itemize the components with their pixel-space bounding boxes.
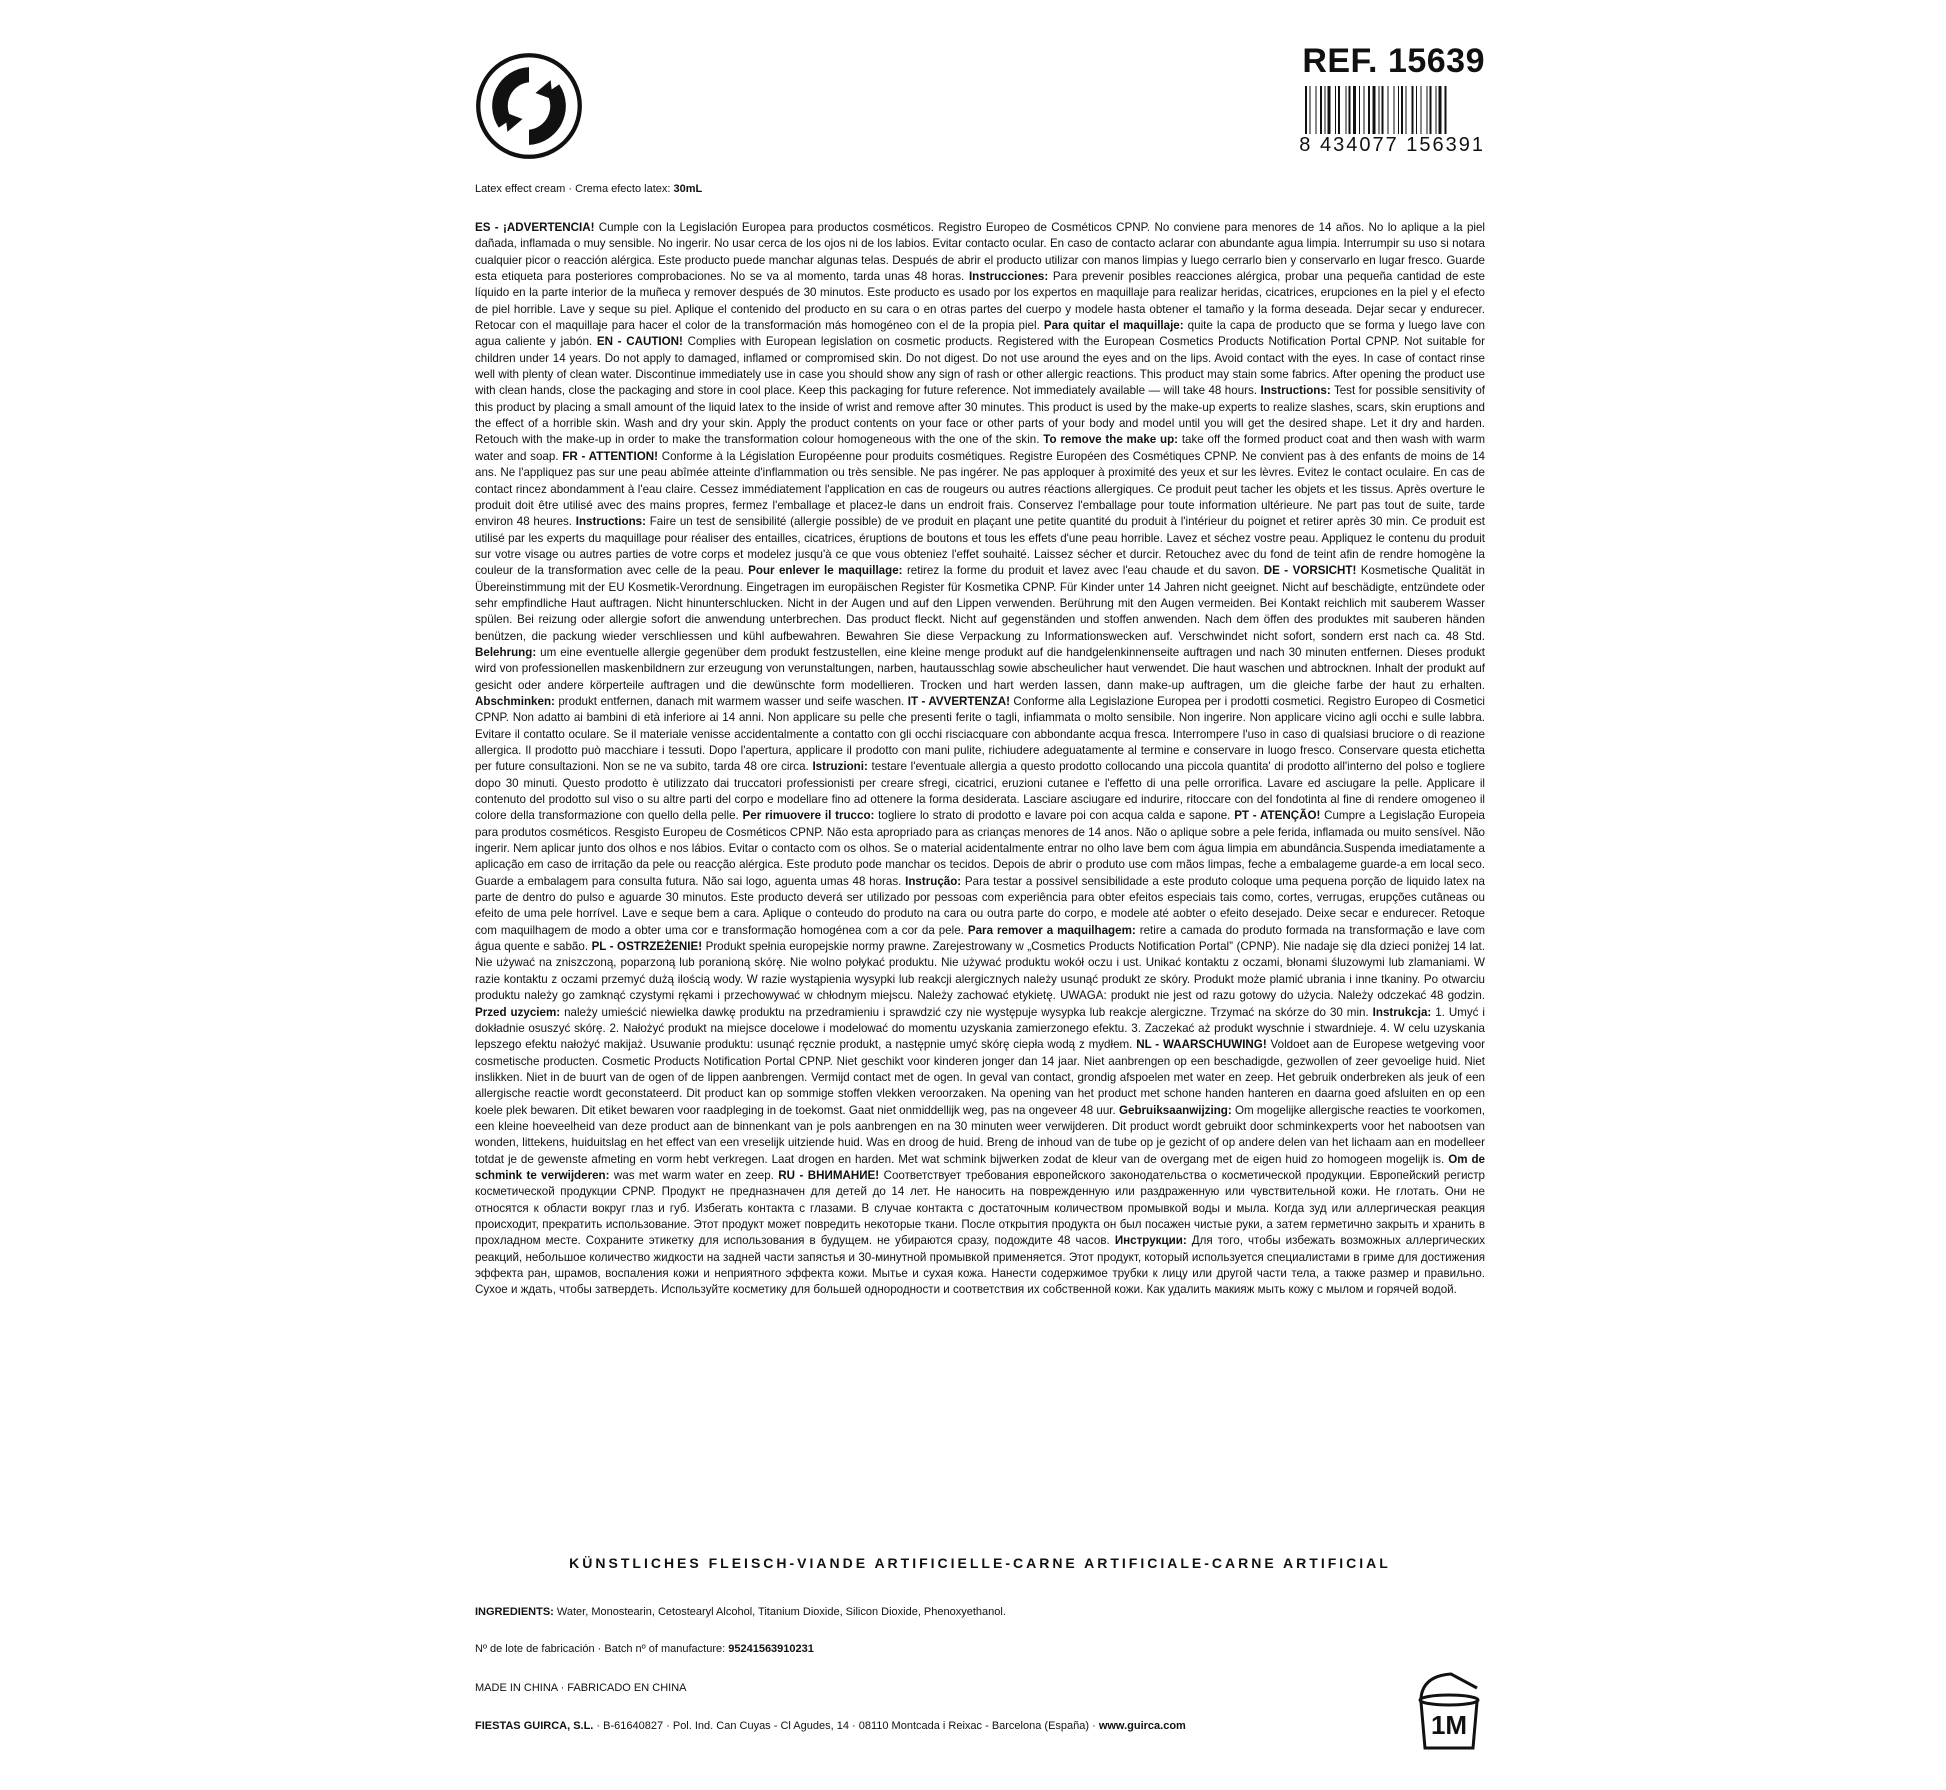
section-heading: Om de schmink te verwijderen: bbox=[475, 1152, 1486, 1182]
barcode-bar bbox=[1353, 86, 1356, 134]
section-text: Produkt spełnia europejskie normy prawne. Zarejestrowany w „Cosmetics Products Notification Portal” (CPNP). Nie nadaje się dla dzieci poniżej 14 lat. Nie używać na zniszczoną, poparzoną lub poranioną skórę. Nie wolno połykać produktu. Nie używać produktu wokół oczu i ust. Unikać kontaktu z oczami, błonami śluzowymi lub zlamaniami. W razie kontaktu z oczami przemyć dużą ilością wody. W razie wystąpienia wysypki lub reakcji alergicznych należy usunąć produkt ze skóry. Produkt może plamić ubrania i inne tkaniny. Po otwarciu produktu należy go zamknąć czystymi rękami i przechowywać w chłodnym miejscu. Należy zachować etykietę. UWAGA: produkt nie jest od razu gotowy do użycia. Należy odczekać 48 godzin. bbox=[475, 940, 1485, 1003]
barcode-bar bbox=[1427, 86, 1428, 134]
batch-number bbox=[475, 1643, 814, 1655]
section-heading: EN - CAUTION! bbox=[596, 335, 683, 349]
section-text: quite la capa de producto que se forma y luego lave con agua caliente y jabón. bbox=[475, 319, 1485, 349]
section-heading: Instructions: bbox=[575, 515, 646, 529]
section-text: Voldoet aan de Europese wetgeving voor cosmetische producten. Cosmetic Products Notification Portal CPNP. Niet geschikt voor kinderen jonger dan 14 jaar. Niet aanbrengen op een beschadigde, gezwollen of zeer gevoelige huid. Niet inslikken. Niet in de buurt van de ogen of de lippen aanbrengen. Vermijd contact met de ogen. In geval van contact, grondig afspoelen met water en zeep. Het gebruik onderbreken als jeuk of een allergische reactie wordt geconstateerd. Dit product kan op sommige stoffen vlekken veroorzaken. Na opening van het product met schone handen hanteren en daarna goed afsluiten en op een koele plek bewaren. Dit etiket bewaren voor raadpleging in de toekomst. Gaat niet onmiddellijk weg, pas na ongeveer 48 uur. bbox=[475, 1038, 1485, 1117]
barcode-bar bbox=[1401, 86, 1403, 134]
barcode-bar bbox=[1346, 86, 1347, 134]
barcode-bar bbox=[1416, 86, 1417, 134]
barcode-bar bbox=[1379, 86, 1380, 134]
section-text: um eine eventuelle allergie gegenüber dem produkt festzustellen, eine kleine menge produkt auf die handgelenkinnenseite auftragen und nach 30 minuten entfernen. Dieses produkt wird von professionellen maskenbildnern zur erzeugung von verunstaltungen, narben, hautausschlag sowie abscheulicher haut verwendet. Die haut waschen und abtrocknen. Inhalt der produkt auf gesicht oder andere körperteile auftragen und die dewünschte form modellieren. Trocken und hart werden lassen, dann make-up auftragen, um die gleiche farbe der haut zu erhalten. bbox=[475, 645, 1485, 692]
barcode-bar bbox=[1328, 86, 1331, 134]
barcode-bar bbox=[1388, 86, 1389, 134]
section-heading: FR - ATTENTION! bbox=[562, 449, 658, 463]
section-text: retirez la forme du produit et lavez avec l'eau chaude et du savon. bbox=[902, 564, 1264, 578]
section-text: Om mogelijke allergische reacties te voorkomen, een kleine hoeveelheid van deze product aan de binnenkant van je pols aanbrengen en na 30 minuten weer verwijderen. Dit product wordt gebruikt door schminkexperts voor het nabootsen van wonden, littekens, huiduitslag en het effect van een vreselijk uitziende huid. Was en droog de huid. Breng de inhoud van de tube op je gezicht of op andere delen van het lichaam aan en modelleer totdat je de gewenste afmeting en vorm hebt verkregen. Laat drogen en harden. Met wat schmink bijwerken zodat de kleur van de overgang met de eigen huid zo homogeen mogelijk is. bbox=[475, 1103, 1486, 1166]
section-text: was met warm water en zeep. bbox=[609, 1168, 779, 1182]
section-text: testare l'eventuale allergia a questo prodotto collocando una piccola quantita' di prodotto all'interno del polso e togliere dopo 30 minuti. Questo prodotto è utilizzato dai truccatori professionisti per creare sfregi, cicatrici, eruzioni cutanee e l'effetto di una pelle orrorifica. Lavare ed asciugare la pelle. Applicare il contenuto del prodotto sul viso o su altre parti del corpo e modellare fino ad ottenere la forma desiderata. Lasciare asciugare ed indurire, ritoccare con del fondotinta al fine di rendere omogeneo il colore della transformazione con quello della pelle. bbox=[475, 760, 1485, 823]
batch-value: 95241563910231 bbox=[728, 1643, 814, 1655]
product-title: KÜNSTLICHES FLEISCH-VIANDE ARTIFICIELLE-CARNE ARTIFICIALE-CARNE ARTIFICIAL bbox=[569, 1555, 1391, 1571]
section-text: togliere lo strato di prodotto e lavare poi con acqua calda e sapone. bbox=[874, 809, 1235, 823]
section-heading: ES - ¡ADVERTENCIA! bbox=[475, 221, 595, 234]
product-description: Latex effect cream · Crema efecto latex: bbox=[475, 183, 674, 195]
company-info bbox=[475, 1720, 1186, 1732]
barcode-bar bbox=[1373, 86, 1376, 134]
section-text: Соответствует требования европейского законодательства о косметической продукции. Европейский регистр косметической продукции CPNP. Продукт не предназначен для детей до 14 лет. Не наносить на поврежденную или раздраженную или чувствительной кожи. Не глотать. Они не относятся к области вокруг глаз и губ. Избегать контакта с глазами. В случае контакта с достаточным количеством промывкой воды и мыла. Когда зуд или аллергическая реакция происходит, прекратить использование. Этот продукт может повредить некоторые ткани. После открытия продукта он был посажен чистые руки, а затем герметично закрыть и хранить в прохладном месте. Сохраните этикетку для использования в будущем. не убираются сразу, подождите 48 часов. bbox=[475, 1168, 1485, 1248]
section-text: Cumple con la Legislación Europea para productos cosméticos. Registro Europeo de Cosméticos CPNP. No conviene para menores de 14 años. No lo aplique a la piel dañada, inflamada o muy sensible. No ingerir. No usar cerca de los ojos ni de los labios. Evitar contacto ocular. En caso de contacto aclarar con abundante agua limpia. Interrumpir su uso si notara cualquier picor o reacción alérgica. Este producto puede manchar algunas telas. Después de abrir el producto utilizar con manos limpias y luego cerrarlo bien y conservarlo en lugar fresco. Guarde esta etiqueta para posteriores comprobaciones. No se va al momento, tarda unas 48 horas. bbox=[475, 221, 1485, 284]
ean-code: 8 434077 156391 bbox=[1299, 134, 1485, 156]
section-heading: Przed uzyciem: bbox=[475, 1005, 561, 1019]
barcode-bar bbox=[1349, 86, 1351, 134]
barcode-bar bbox=[1430, 86, 1432, 134]
section-heading: RU - ВНИМАНИЕ! bbox=[778, 1168, 880, 1182]
green-dot-recycling-icon bbox=[475, 52, 583, 160]
ingredients-label: INGREDIENTS: bbox=[475, 1606, 554, 1618]
section-text: Complies with European legislation on cosmetic products. Registered with the European Cosmetics Products Notification Portal CPNP. Not suitable for children under 14 years. Do not apply to damaged, inflamed or compromised skin. Do not digest. Do not use around the eyes and on the lips. Avoid contact with the eyes. In case of contact rinse well with plenty of clean water. Discontinue immediately use in case you should show any sign of rash or other allergic reactions. This product may stain some fabrics. After opening the product use with clean hands, close the packaging and store in cool place. Keep this packaging for future reference. Not immediately available — will take 48 hours. bbox=[475, 335, 1485, 398]
made-in: MADE IN CHINA · FABRICADO EN CHINA bbox=[475, 1682, 687, 1694]
section-heading: Instrução: bbox=[905, 874, 962, 888]
section-heading: Para quitar el maquillaje: bbox=[1043, 319, 1184, 333]
barcode-bar bbox=[1335, 86, 1336, 134]
ingredients-list: Water, Monostearin, Cetostearyl Alcohol, Titanium Dioxide, Silicon Dioxide, Phenoxyethanol. bbox=[553, 1606, 1006, 1618]
barcode-bar bbox=[1316, 86, 1317, 134]
section-text: produkt entfernen, danach mit warmem wasser und seife waschen. bbox=[554, 694, 908, 708]
barcode-bar bbox=[1421, 86, 1422, 134]
warnings-and-instructions bbox=[475, 220, 1485, 1299]
barcode-bar bbox=[1359, 86, 1360, 134]
barcode-bar bbox=[1382, 86, 1384, 134]
company-address: · B-61640827 · Pol. Ind. Can Cuyas - Cl Agudes, 14 · 08110 Montcada i Reixac - Barcelona (España) · bbox=[593, 1720, 1099, 1732]
section-text: Para testar a possivel sensibilidade a este produto coloque uma pequena porção de liquido latex na parte de dentro do pulso e aguarde 30 minutos. Este producto deverá ser utilizado por pessoas com experiência para obter efeitos especiais tais como, cortes, verrugas, erupções cutâneas ou efeito de uma pele horrível. Lave e seque bem a cara. Aplique o conteudo do produto na cara ou outra parte do corpo, e modele até aobter o efeito desejado. Deixe secar e endurecer. Retoque com maquilhagem de modo a obter uma cor e transformação homogénea com a cor da pele. bbox=[475, 874, 1485, 937]
section-heading: Para remover a maquilhagem: bbox=[967, 923, 1136, 937]
product-label bbox=[475, 0, 1485, 1790]
section-text: retire a camada do produto formada na transformação e lave com água quente e sabão. bbox=[475, 923, 1485, 954]
barcode-bar bbox=[1412, 86, 1414, 134]
product-line bbox=[475, 183, 702, 195]
barcode-bar bbox=[1338, 86, 1340, 134]
section-heading: Instrukcja: bbox=[1372, 1005, 1432, 1019]
barcode-bar bbox=[1398, 86, 1399, 134]
barcode-bar bbox=[1406, 86, 1407, 134]
barcode-bar bbox=[1310, 86, 1311, 134]
section-heading: Istruzioni: bbox=[812, 760, 868, 774]
section-heading: NL - WAARSCHUWING! bbox=[1136, 1038, 1267, 1052]
section-heading: Pour enlever le maquillage: bbox=[748, 564, 903, 578]
barcode-bar bbox=[1320, 86, 1322, 134]
section-text: Faire un test de sensibilité (allergie possible) de ve produit en plaçant une petite quantité du produit à l'intérieur du poignet et retirer après 30 min. Ce produit est utilisé par les experts du maquillage pour réaliser des entailles, cicatrices, éruptions de boutons et tous les effets d'une peau horrible. Lavez et séchez vostre peau. Appliquez le contenu du produit sur votre visage ou autres parties de votre corps et modelez jusqu'à ce que vous obteniez l'effet souhaité. Laissez sécher et durcir. Retouchez avec du fond de teint afin de rendre homogène la couleur de la transformation avec celle de la peau. bbox=[475, 515, 1485, 578]
section-text: Conforme à la Législation Européenne pour produits cosmétiques. Registre Européen des Cosmétiques CPNP. Ne convient pas à des enfants de moins de 14 ans. Ne l'appliquez pas sur une peau abîmée atteinte d'inflammation ou très sensible. Ne pas ingérer. Ne pas apploquer à proximité des yeux et sur les lèvres. Evitez le contact oculaire. En cas de contact rincez abondamment à l'eau claire. Cessez immédiatement l'application en cas de rougeurs ou autres réactions allergiques. Ce produit peut tacher les objets et les tissus. Après overture le produit doit être utilisé avec des mains propres, fermez l'emballage et placez-le dans un endroit frais. Conservez l'emballage pour toute information ultérieure. Ne part pas tout de suite, tarde environ 48 heures. bbox=[475, 449, 1485, 529]
company-website: www.guirca.com bbox=[1098, 1720, 1186, 1732]
section-heading: PT - ATENÇÃO! bbox=[1234, 809, 1321, 823]
barcode-bar bbox=[1305, 86, 1307, 134]
section-text: Kosmetische Qualität in Übereinstimmung mit der EU Kosmetik-Verordnung. Eingetragen im europäischen Register für Kosmetika CPNP. Für Kinder unter 14 Jahren nicht geeignet. Nicht auf beschädigte, entzündete oder sehr empfindliche Haut auftragen. Nicht hinunterschlucken. Nicht in der Augen und auf den Lippen verwenden. Berührung mit den Augen vermeiden. Bei Kontakt reichlich mit sauberem Wasser spülen. Bei reizung oder allergie sofort die anwendung unterbrechen. Das product fleckt. Nicht auf gegenständen und stoffen anwenden. Nach dem öffen des produktes mit sauberen händen benützen, die packung wieder verschliessen und kühl aufbewahren. Bewahren Sie diese Verpackung zu Informationswecken auf. Verschwindet nicht sofort, sondern erst nach ca. 48 Std. bbox=[475, 564, 1485, 643]
section-heading: DE - VORSICHT! bbox=[1263, 564, 1357, 578]
batch-label: Nº de lote de fabricación · Batch nº of manufacture: bbox=[475, 1643, 729, 1655]
section-text: Для того, чтобы избежать возможных аллергических реакций, небольшое количество жидкости на задней части запястья и 30-минутной промывкой применяется. Этот продукт, который используется специалистами в гриме для достижения эффекта ран, шрамов, воспаления кожи и неприятного эффекта кожи. Мытье и сухая кожа. Нанести содержимое трубки к лицу или другой части тела, а также размер и правильно. Сухое и ждать, чтобы затвердеть. Используйте косметику для большей однородности и соответствия их собственной кожи. Как удалить макияж мыть кожу с мылом и горячей водой. bbox=[475, 1234, 1485, 1297]
section-text: Para prevenir posibles reacciones alérgica, probar una pequeña cantidad de este líquido en la parte interior de la muñeca y remover después de 30 minutos. Este producto es usado por los expertos en maquillaje para realizar heridas, cicatrices, erupciones en la piel y el efecto de piel horrible. Lave y seque su piel. Aplique el contenido del producto en su cara o en otras partes del cuerpo y modele hasta obtener el tamaño y la forma deseada. Dejar secar y endurecer. Retocar con el maquillaje para hacer el color de la transformación más homogéneo con el de la propia piel. bbox=[475, 270, 1485, 333]
section-heading: To remove the make up: bbox=[1043, 433, 1179, 447]
section-text: Conforme alla Legislazione Europea per i prodotti cosmetici. Registro Europeo di Cosmetici CPNP. Non adatto ai bambini di età inferiore ai 14 anni. Non applicare su pelle che presenti ferite o tagli, infiammata o molto sensibile. Non ingerire. Non applicare vicino agli occhi e sulle labbra. Evitare il contatto oculare. Se il materiale venisse accidentalmente a contatto con gli occhi risciacquare con abbondante acqua fresca. Interrompere l'uso in caso di qualsiasi bruciore o di reazione allergica. Il prodotto può macchiare i tessuti. Dopo l'apertura, applicare il prodotto con mani pulite, richiudere adeguatamente al termine e conservare in luogo fresco. Conservare questa etichetta per future consultazioni. Non se ne va subito, tarda 48 ore circa. bbox=[475, 694, 1485, 774]
section-text: 1. Umyć i dokładnie osuszyć skórę. 2. Nałożyć produkt na miejsce docelowe i modelować do momentu uzyskania zamierzonego efektu. 3. Zaczekać aż produkt wyschnie i stwardnieje. 4. W celu uzyskania lepszego efektu nałożyć makijaż. Usuwanie produktu: usunąć ręcznie produkt, a następnie umyć skórę ciepła wodą z mydłem. bbox=[475, 1005, 1485, 1052]
section-heading: PL - OSTRZEŻENIE! bbox=[591, 940, 703, 954]
section-heading: Belehrung: bbox=[475, 645, 537, 659]
section-text: take off the formed product coat and then wash with warm water and soap. bbox=[475, 433, 1485, 463]
product-volume: 30mL bbox=[673, 183, 703, 195]
barcode-bar bbox=[1436, 86, 1437, 134]
barcode-bar bbox=[1439, 86, 1442, 134]
section-heading: Instrucciones: bbox=[968, 270, 1049, 284]
section-heading: IT - AVVERTENZA! bbox=[907, 694, 1010, 708]
ingredients bbox=[475, 1606, 1006, 1618]
section-heading: Инструкции: bbox=[1114, 1234, 1187, 1248]
barcode-bar bbox=[1368, 86, 1370, 134]
barcode-bar bbox=[1394, 86, 1395, 134]
barcode-bar bbox=[1445, 86, 1447, 134]
barcode-icon bbox=[1305, 86, 1485, 134]
section-heading: Gebruiksaanwijzing: bbox=[1118, 1103, 1232, 1117]
barcode-bar bbox=[1364, 86, 1365, 134]
pao-period: 1M bbox=[1430, 1710, 1468, 1740]
section-text: Cumpre a Legislação Europeia para produtos cosméticos. Resgisto Europeu de Cosméticos CPNP. Não esta apropriado para as crianças menores de 14 anos. Não o aplique sobre a pele ferida, inflamada ou muito sensível. Não ingerir. Nem aplicar junto dos olhos e nos lábios. Evitar o contacto com os olhos. Se o material acidentalmente entrar no olho lave bem com água limpia em abundância.Suspenda imediatamente a aplicação em caso de irritação da pele ou reacção alérgica. Este produto pode manchar os tecidos. Depois de abrir o produto use com mãos limpas, feche a embalageme guarde-a em local seco. Guarde a embalagem para consulta futura. Não sai logo, aguenta umas 48 horas. bbox=[475, 809, 1485, 888]
section-heading: Per rimuovere il trucco: bbox=[742, 809, 875, 823]
section-heading: Abschminken: bbox=[475, 694, 555, 708]
barcode-bar bbox=[1325, 86, 1326, 134]
section-text: Test for possible sensitivity of this product by placing a small amount of the liquid latex to the inside of wrist and remove after 30 minutes. This product is used by the make-up experts to realize slashes, scars, skin eruptions and the effect of a horrible skin. Wash and dry your skin. Apply the product contents on your face or other parts of your body and model until you will get the desired shape. Let it dry and harden. Retouch with the make-up in order to make the transformation colour homogeneous with the one of the skin. bbox=[475, 384, 1485, 447]
company-name: FIESTAS GUIRCA, S.L. bbox=[475, 1720, 594, 1732]
reference-number: REF. 15639 bbox=[1302, 42, 1485, 80]
section-heading: Instructions: bbox=[1260, 384, 1331, 398]
period-after-opening-icon bbox=[1413, 1668, 1485, 1750]
section-text: należy umieścić niewielka dawkę produktu na przedramieniu i sprawdzić czy nie występuje wysypka lub reakcje alergiczne. Trzymać na skórze do 30 min. bbox=[560, 1005, 1373, 1019]
